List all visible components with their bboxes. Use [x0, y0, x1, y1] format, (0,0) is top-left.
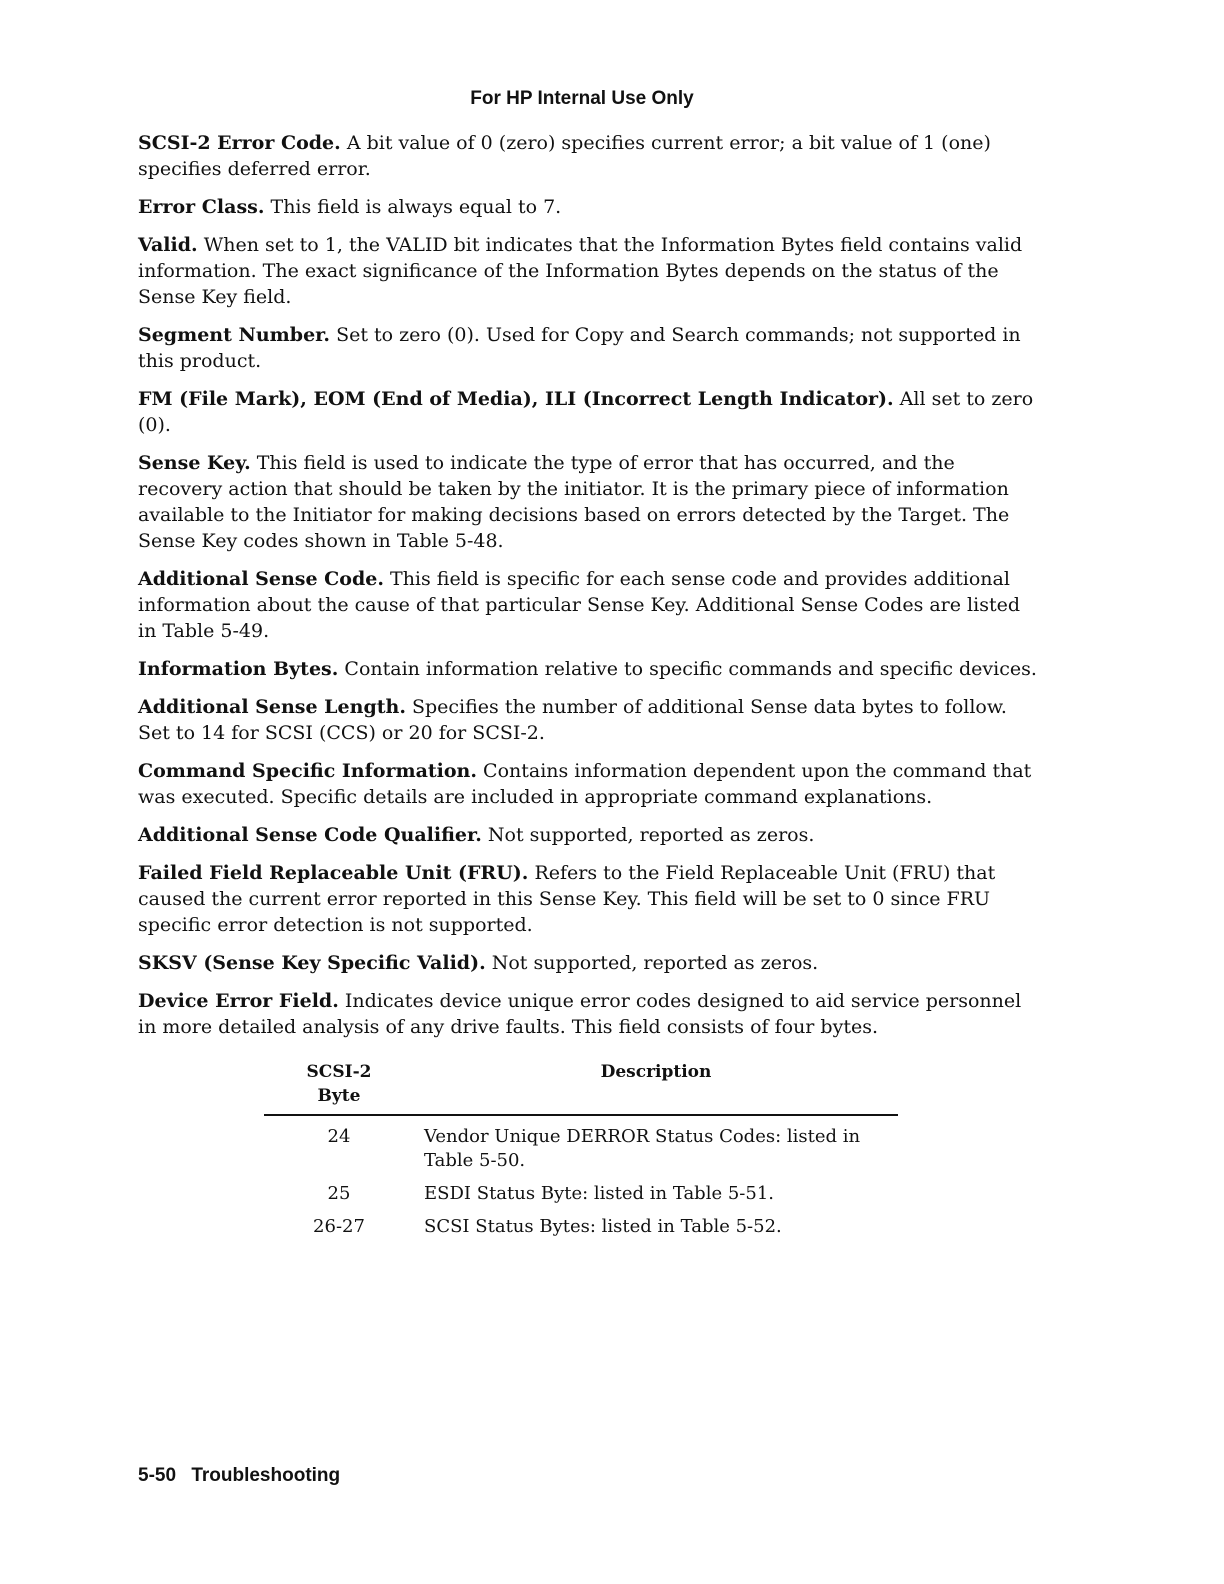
- table-cell-byte: 26-27: [313, 1216, 365, 1237]
- footer-section-title: Troubleshooting: [191, 1465, 341, 1486]
- definition-device-error-field: [138, 988, 1038, 1040]
- page-number: 5-50: [138, 1465, 177, 1486]
- definition-term: Valid.: [138, 234, 198, 256]
- definition-text: This field is used to indicate the type of error that has occurred, and the recovery action that should be taken by the initiator. It is the primary piece of information available to the Initiator for making decisions based on errors detected by the Target. The Sense Key codes shown in Table 5-48.: [138, 452, 1010, 552]
- definition-command-specific-information: [138, 758, 1038, 810]
- definition-text: Specifies the number of additional Sense data bytes to follow. Set to 14 for SCSI (CCS) or 20 for SCSI-2.: [138, 696, 1007, 744]
- definition-term: Device Error Field.: [138, 990, 339, 1012]
- definition-additional-sense-code-qualifier: [138, 822, 1038, 848]
- column-header-byte-line1: SCSI-2: [306, 1062, 372, 1082]
- definition-scsi2-error-code: [138, 130, 1038, 182]
- column-header-byte-line2: Byte: [317, 1086, 361, 1106]
- definition-text: A bit value of 0 (zero) specifies current error; a bit value of 1 (one) specifies deferred error.: [138, 132, 991, 180]
- table-cell-description: ESDI Status Byte: listed in Table 5-51.: [424, 1183, 774, 1204]
- column-header-byte: [264, 1060, 414, 1108]
- definition-additional-sense-length: [138, 694, 1038, 746]
- table-row: [264, 1182, 898, 1206]
- table-header: [264, 1060, 898, 1116]
- table-row: [264, 1125, 898, 1173]
- definition-text: Contains information dependent upon the command that was executed. Specific details are included in appropriate command explanations.: [138, 760, 1032, 808]
- definition-term: FM (File Mark), EOM (End of Media), ILI (Incorrect Length Indicator).: [138, 388, 894, 410]
- definition-text: Contain information relative to specific commands and specific devices.: [344, 658, 1037, 680]
- device-error-field-table: [264, 1060, 898, 1239]
- definition-sksv: [138, 950, 1038, 976]
- definition-text: Not supported, reported as zeros.: [491, 952, 819, 974]
- definition-sense-key: [138, 450, 1038, 554]
- column-header-description: Description: [600, 1062, 712, 1082]
- definition-term: SCSI-2 Error Code.: [138, 132, 341, 154]
- page-footer: [138, 1465, 340, 1487]
- definition-valid: [138, 232, 1038, 310]
- definition-additional-sense-code: [138, 566, 1038, 644]
- definition-text: This field is specific for each sense code and provides additional information about the cause of that particular Sense Key. Additional Sense Codes are listed in Table 5-49.: [138, 568, 1020, 642]
- definition-text: This field is always equal to 7.: [270, 196, 562, 218]
- definition-text: All set to zero (0).: [138, 388, 1034, 436]
- definition-term: Sense Key.: [138, 452, 251, 474]
- definition-term: Additional Sense Code.: [138, 568, 384, 590]
- definition-information-bytes: [138, 656, 1038, 682]
- table-cell-byte: 24: [327, 1126, 351, 1147]
- table-row: [264, 1215, 898, 1239]
- table-cell-description: Vendor Unique DERROR Status Codes: listed in Table 5-50.: [424, 1126, 861, 1171]
- definition-failed-fru: [138, 860, 1038, 938]
- document-body: [138, 130, 1038, 1239]
- definition-term: Failed Field Replaceable Unit (FRU).: [138, 862, 529, 884]
- table-cell-description: SCSI Status Bytes: listed in Table 5-52.: [424, 1216, 782, 1237]
- definition-segment-number: [138, 322, 1038, 374]
- definition-term: SKSV (Sense Key Specific Valid).: [138, 952, 486, 974]
- definition-text: Refers to the Field Replaceable Unit (FRU) that caused the current error reported in this Sense Key. This field will be set to 0 since FRU specific error detection is not supported.: [138, 862, 996, 936]
- definition-text: Set to zero (0). Used for Copy and Search commands; not supported in this product.: [138, 324, 1021, 372]
- definition-text: Indicates device unique error codes designed to aid service personnel in more detailed analysis of any drive faults. This field consists of four bytes.: [138, 990, 1022, 1038]
- definition-text: Not supported, reported as zeros.: [487, 824, 815, 846]
- table-cell-byte: 25: [327, 1183, 351, 1204]
- page-header: For HP Internal Use Only: [470, 88, 694, 109]
- definition-term: Additional Sense Code Qualifier.: [138, 824, 482, 846]
- definition-text: When set to 1, the VALID bit indicates that the Information Bytes field contains valid information. The exact significance of the Information Bytes depends on the status of the Sense Key field.: [138, 234, 1023, 308]
- definition-term: Command Specific Information.: [138, 760, 477, 782]
- definition-term: Additional Sense Length.: [138, 696, 406, 718]
- definition-fm-eom-ili: [138, 386, 1038, 438]
- definition-term: Information Bytes.: [138, 658, 339, 680]
- definition-term: Error Class.: [138, 196, 265, 218]
- definition-error-class: [138, 194, 1038, 220]
- definition-term: Segment Number.: [138, 324, 331, 346]
